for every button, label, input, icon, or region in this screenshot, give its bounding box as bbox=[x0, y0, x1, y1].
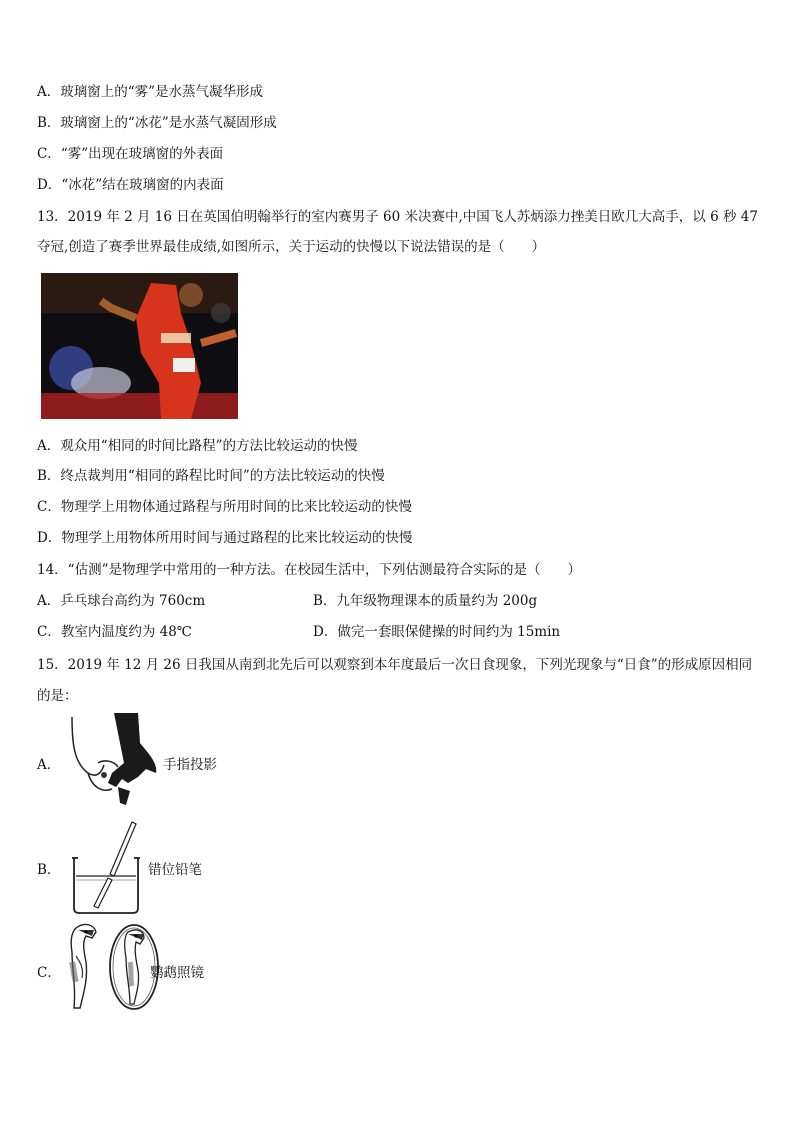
q15-stem-line1: 15．2019 年 12 月 26 日我国从南到北先后可以观察到本年度最后一次日食现象，下列光现象与“日食”的形成原因相同 bbox=[37, 657, 753, 673]
sprinter-photo bbox=[41, 273, 238, 419]
q14-option-b: B．九年级物理课本的质量约为 200g bbox=[313, 593, 538, 609]
q12-option-c: C．“雾”出现在玻璃窗的外表面 bbox=[37, 146, 224, 162]
hand-shadow-icon bbox=[68, 713, 160, 809]
q15-option-b-letter: B． bbox=[37, 862, 61, 878]
q14-option-a: A．乒乓球台高约为 760cm bbox=[37, 593, 206, 609]
q15-option-a-letter: A． bbox=[37, 757, 61, 773]
q13-option-c: C．物理学上用物体通过路程与所用时间的比来比较运动的快慢 bbox=[37, 499, 412, 515]
q12-option-d: D．“冰花”结在玻璃窗的内表面 bbox=[37, 177, 224, 193]
pencil-beaker-figure bbox=[70, 820, 142, 914]
q14-option-c: C．教室内温度约为 48℃ bbox=[37, 624, 192, 640]
q15-option-c-letter: C． bbox=[37, 965, 61, 981]
q15-option-a-label: 手指投影 bbox=[163, 757, 217, 773]
q14-stem: 14．“估测”是物理学中常用的一种方法。在校园生活中，下列估测最符合实际的是（ ） bbox=[37, 562, 581, 578]
q15-option-b-label: 错位铅笔 bbox=[148, 862, 202, 878]
q15-option-c-label: 鹦鹉照镜 bbox=[150, 965, 204, 981]
hand-shadow-figure bbox=[68, 713, 160, 809]
q13-stem-line1: 13．2019 年 2 月 16 日在英国伯明翰举行的室内赛男子 60 米决赛中,中国飞人苏炳添力挫美日欧几大高手，以 6 秒 47 bbox=[37, 209, 758, 225]
q13-stem-line2: 夺冠,创造了赛季世界最佳成绩,如图所示，关于运动的快慢以下说法错误的是（ ） bbox=[37, 239, 546, 255]
pencil-in-water-icon bbox=[70, 820, 142, 914]
q15-stem-line2: 的是： bbox=[37, 688, 78, 704]
q13-option-d: D．物理学上用物体所用时间与通过路程的比来比较运动的快慢 bbox=[37, 530, 413, 546]
q13-option-b: B．终点裁判用“相同的路程比时间”的方法比较运动的快慢 bbox=[37, 468, 385, 484]
q12-option-b: B．玻璃窗上的“冰花”是水蒸气凝固形成 bbox=[37, 115, 277, 131]
q13-option-a: A．观众用“相同的时间比路程”的方法比较运动的快慢 bbox=[37, 438, 358, 454]
q14-option-d: D．做完一套眼保健操的时间约为 15min bbox=[313, 624, 561, 640]
sprinter-image bbox=[41, 273, 238, 419]
q12-option-a: A．玻璃窗上的“雾”是水蒸气凝华形成 bbox=[37, 84, 264, 100]
